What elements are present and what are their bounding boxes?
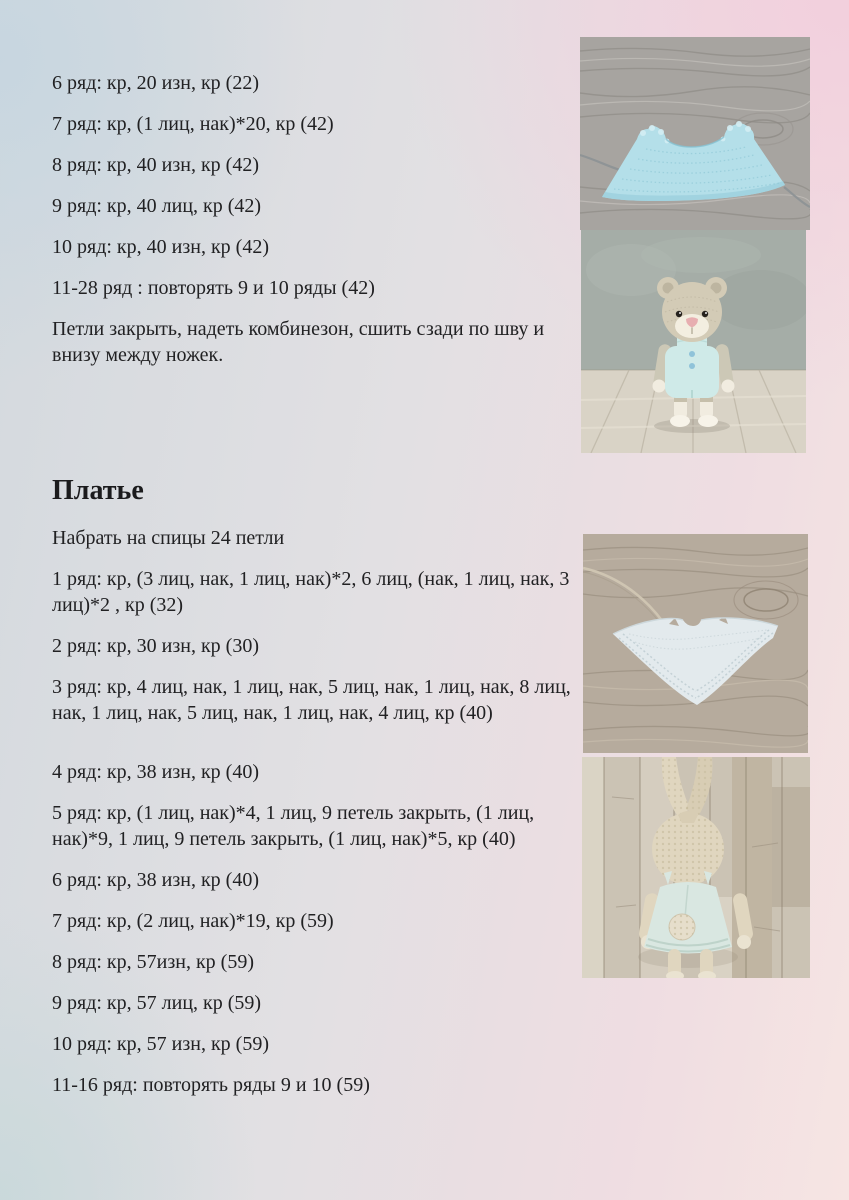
- instructions-column: [52, 0, 572, 1113]
- photo-dress-yoke: [583, 534, 808, 753]
- dress-row: 6 ряд: кр, 38 изн, кр (40): [52, 869, 259, 891]
- dress-row: 9 ряд: кр, 57 лиц, кр (59): [52, 992, 262, 1014]
- jumpsuit-row: 9 ряд: кр, 40 лиц, кр (42): [52, 195, 262, 217]
- bear-illustration: [581, 230, 806, 453]
- dress-row: 7 ряд: кр, (2 лиц, нак)*19, кр (59): [52, 910, 334, 932]
- jumpsuit-piece-illustration: [580, 37, 810, 230]
- dress-row: 3 ряд: кр, 4 лиц, нак, 1 лиц, нак, 5 лиц, нак, 1 лиц, нак, 8 лиц, нак, 1 лиц, нак, 5 лиц, нак, 1 лиц, нак, 4 лиц, кр (40): [52, 676, 571, 724]
- dress-row: 4 ряд: кр, 38 изн, кр (40): [52, 761, 259, 783]
- jumpsuit-finish-note: Петли закрыть, надеть комбинезон, сшить сзади по шву и внизу между ножек.: [52, 318, 545, 366]
- bunny-illustration: [582, 757, 810, 978]
- dress-row: 2 ряд: кр, 30 изн, кр (30): [52, 635, 259, 657]
- dress-row: 11-16 ряд: повторять ряды 9 и 10 (59): [52, 1074, 370, 1096]
- photo-bear-in-jumpsuit: [581, 230, 806, 453]
- dress-cast-on: Набрать на спицы 24 петли: [52, 527, 285, 549]
- photo-bunny-in-dress: [582, 757, 810, 978]
- jumpsuit-row: 11-28 ряд : повторять 9 и 10 ряды (42): [52, 277, 375, 299]
- dress-row: 8 ряд: кр, 57изн, кр (59): [52, 951, 254, 973]
- jumpsuit-row: 10 ряд: кр, 40 изн, кр (42): [52, 236, 269, 258]
- dress-row: 10 ряд: кр, 57 изн, кр (59): [52, 1033, 269, 1055]
- jumpsuit-row: 7 ряд: кр, (1 лиц, нак)*20, кр (42): [52, 113, 334, 135]
- photo-jumpsuit-piece: [580, 37, 810, 230]
- dress-row: 5 ряд: кр, (1 лиц, нак)*4, 1 лиц, 9 петель закрыть, (1 лиц, нак)*9, 1 лиц, 9 петель закрыть, (1 лиц, нак)*5, кр (40): [52, 802, 535, 850]
- jumpsuit-row: 6 ряд: кр, 20 изн, кр (22): [52, 72, 259, 94]
- jumpsuit-row: 8 ряд: кр, 40 изн, кр (42): [52, 154, 259, 176]
- dress-heading: Платье: [52, 475, 144, 506]
- dress-yoke-illustration: [583, 534, 808, 753]
- dress-row: 1 ряд: кр, (3 лиц, нак, 1 лиц, нак)*2, 6 лиц, (нак, 1 лиц, нак, 3 лиц)*2 , кр (32): [52, 568, 570, 616]
